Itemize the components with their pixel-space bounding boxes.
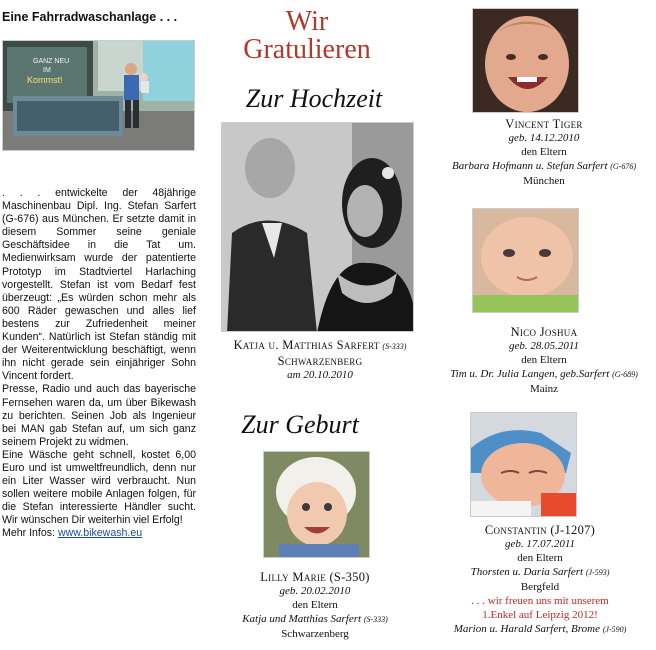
wedding-caption [200, 338, 440, 382]
vincent-parents-code: (G-676) [610, 162, 637, 171]
lilly-photo [263, 451, 370, 558]
nico-place: Mainz [529, 383, 559, 395]
constantin-note-2: 1.Enkel auf Leipzig 2012! [482, 609, 598, 621]
lilly-parents-code: (S-333) [363, 615, 388, 624]
constantin-parents-code: (J-593) [585, 568, 610, 577]
bikewash-link[interactable]: www.bikewash.eu [57, 527, 143, 540]
constantin-parents: Thorsten u. Daria Sarfert [470, 566, 584, 578]
constantin-born: geb. 17.07.2011 [504, 538, 576, 550]
constantin-name: Constantin (J-1207) [484, 523, 596, 537]
photo-sign-1: GANZ NEU [33, 58, 70, 65]
wedding-names-line [200, 338, 440, 354]
constantin-caption [424, 523, 656, 637]
constantin-photo-image [471, 413, 577, 517]
bikewash-photo [2, 40, 195, 151]
wedding-place: Schwarzenberg [277, 354, 363, 368]
nico-photo-image [473, 209, 579, 313]
lilly-parents: Katja und Matthias Sarfert [242, 613, 362, 625]
wedding-names: Katja u. Matthias Sarfert [233, 338, 380, 352]
wedding-photo [221, 122, 414, 332]
constantin-grandparents-line [424, 622, 656, 637]
wedding-photo-image [222, 123, 414, 332]
vincent-born: geb. 14.12.2010 [508, 132, 580, 144]
nico-parents: Tim u. Dr. Julia Langen, geb.Sarfert [450, 368, 610, 380]
vincent-place: München [523, 175, 565, 187]
constantin-place: Bergfeld [520, 581, 560, 593]
lilly-parents-label: den Eltern [292, 599, 338, 611]
constantin-note-1: . . . wir freuen uns mit unserem [471, 595, 609, 607]
lilly-photo-image [264, 452, 370, 558]
article-paragraph: Eine Wäsche geht schnell, kostet 6,00 Euro und ist umweltfreundlich, denn nur ein Liter Wasser wird verbraucht. Nun sollen weitere mobile Anlagen folgen, für die Stefan interessierte Händler sucht. Wir wünschen Dir weiterhin viel Erfolg! [2, 448, 196, 527]
vincent-parents-label: den Eltern [521, 146, 567, 158]
title-line-1: Wir [285, 6, 329, 37]
bikewash-photo-image [3, 41, 195, 151]
vincent-parents: Barbara Hofmann u. Stefan Sarfert [451, 160, 608, 172]
vincent-photo [472, 8, 579, 113]
article-paragraph: . . . entwickelte der 48jährige Maschinenbau Dipl. Ing. Stefan Sarfert (G-676) aus München. Er setzte damit in diesem Sommer seine geniale Geschäftsidee in die Tat um. Medienwirksam wurde der patentierte Prototyp im Stadtviertel Harlaching vorgestellt. Stefan ist vom Bedarf fest überzeugt: „Es würden schon mehr als 600 Räder gewaschen und alles lief bestens zur Zufriedenheit meiner Kunden“. Natürlich ist Stefan ständig mit der Weiterentwicklung beschäftigt, wenn ihn nicht gerade sein einjähriger Sohn Vincent fordert. [2, 187, 196, 383]
photo-sign-3: Kommst! [27, 75, 63, 85]
wedding-code: (S-333) [382, 342, 407, 351]
title-line-2: Gratulieren [243, 34, 371, 65]
vincent-caption [432, 117, 656, 188]
constantin-photo [470, 412, 577, 517]
wedding-heading: Zur Hochzeit [245, 84, 383, 113]
vincent-parents-line [432, 159, 656, 174]
nico-photo [472, 208, 579, 313]
constantin-parents-line [424, 565, 656, 580]
article-body [2, 187, 196, 541]
wedding-date: am 20.10.2010 [287, 369, 353, 381]
nico-caption [432, 325, 656, 396]
constantin-grandparents-code: (J-590) [602, 625, 627, 634]
lilly-name: Lilly Marie (S-350) [260, 570, 370, 584]
article-paragraph: Presse, Radio und auch das bayerische Fernsehen waren da, um über Bikewash zu berichten. Seinen Job als Ingenieur bei MAN gab Stefan auf, um sich ganz seinem Projekt zu widmen. [2, 383, 196, 448]
nico-born: geb. 28.05.2011 [508, 340, 580, 352]
lilly-place: Schwarzenberg [281, 628, 349, 640]
vincent-name: Vincent Tiger [505, 117, 583, 131]
lilly-caption [200, 570, 430, 641]
lilly-parents-line [200, 612, 430, 627]
birth-heading: Zur Geburt [241, 410, 359, 439]
lilly-born: geb. 20.02.2010 [279, 585, 351, 597]
constantin-parents-label: den Eltern [517, 552, 563, 564]
constantin-grandparents: Marion u. Harald Sarfert, Brome [453, 623, 600, 635]
more-info-label: Mehr Infos: [2, 527, 58, 540]
bikewash-article-header [2, 8, 196, 26]
nico-name: Nico Joshua [510, 325, 578, 339]
nico-parents-label: den Eltern [521, 354, 567, 366]
article-heading: Eine Fahrradwaschanlage . . . [2, 10, 178, 24]
photo-sign-2: IM [43, 67, 51, 74]
vincent-photo-image [473, 9, 579, 113]
nico-parents-code: (G-689) [612, 370, 638, 379]
nico-parents-line [432, 367, 656, 382]
more-info-line [2, 527, 196, 540]
